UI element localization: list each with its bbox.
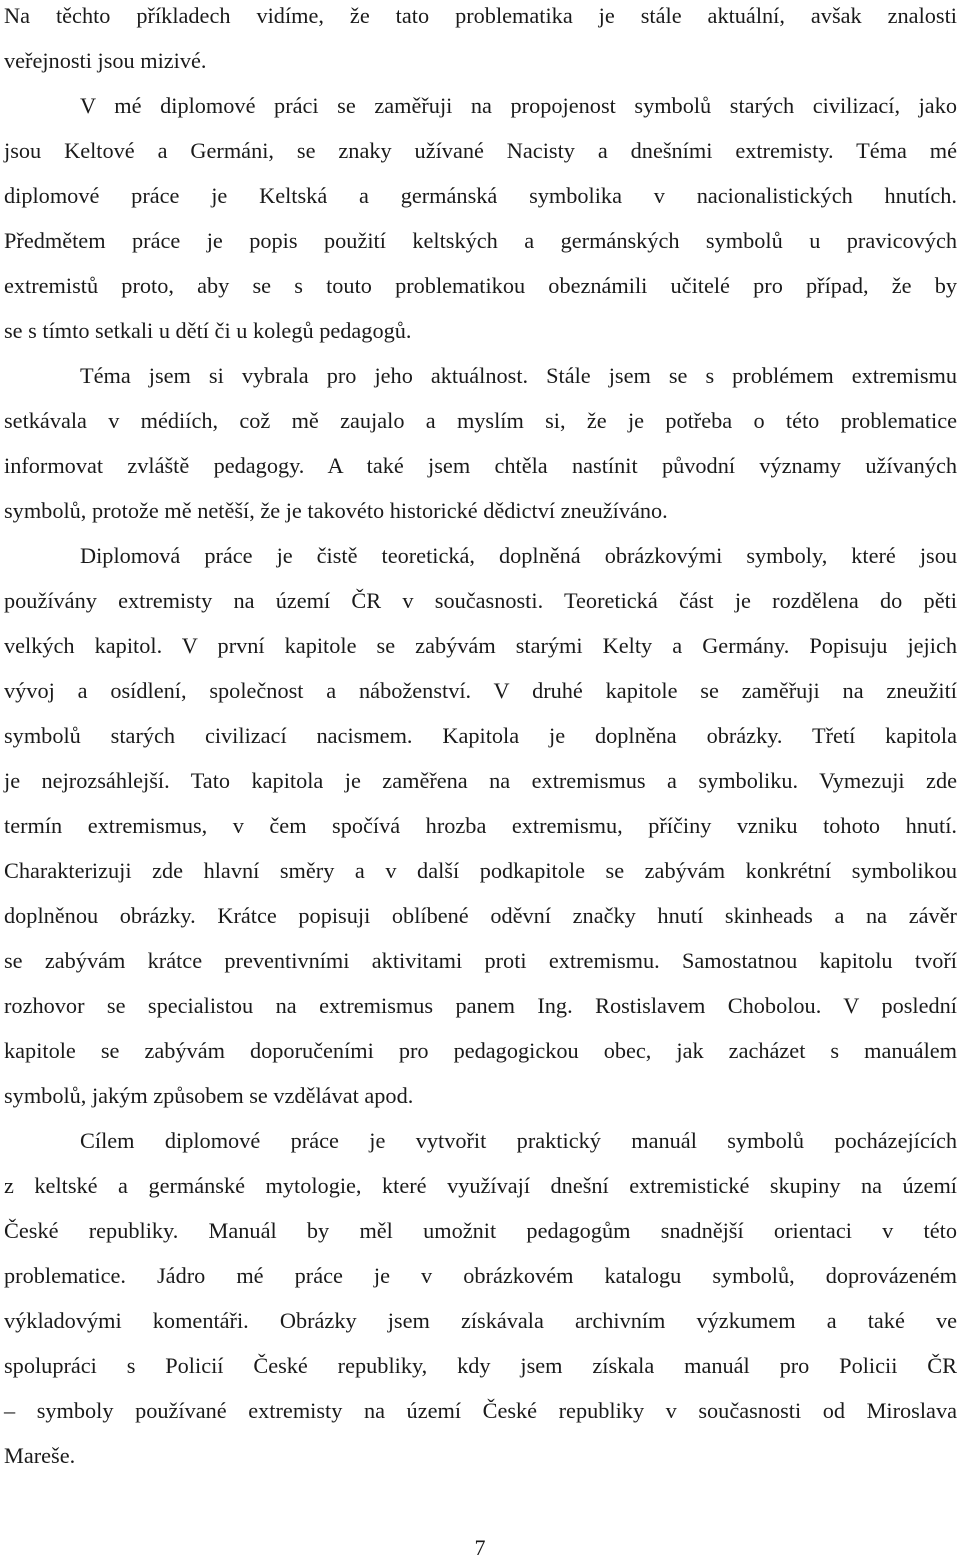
- page-number: 7: [474, 1535, 486, 1560]
- text-line: extremistů proto, aby se s touto problematikou obeznámili učitelé pro případ, že by: [4, 273, 957, 298]
- text-line: Mareše.: [4, 1443, 76, 1468]
- text-line: diplomové práce je Keltská a germánská symbolika v nacionalistických hnutích.: [4, 183, 957, 208]
- text-line: problematice. Jádro mé práce je v obrázkovém katalogu symbolů, doprovázeném: [4, 1263, 957, 1288]
- text-line: doplněnou obrázky. Krátce popisuji oblíbené oděvní značky hnutí skinheads a na závěr: [4, 903, 957, 928]
- text-line: jsou Keltové a Germáni, se znaky užívané Nacisty a dnešními extremisty. Téma mé: [4, 138, 957, 163]
- text-line: Na těchto příkladech vidíme, že tato problematika je stále aktuální, avšak znalosti: [4, 3, 957, 28]
- body-text: [4, 0, 957, 1478]
- text-line: symbolů, jakým způsobem se vzdělávat apod.: [4, 1083, 414, 1108]
- text-line: Cílem diplomové práce je vytvořit praktický manuál symbolů pocházejících: [80, 1128, 957, 1153]
- text-line: Diplomová práce je čistě teoretická, doplněná obrázkovými symboly, které jsou: [80, 543, 957, 568]
- text-line: je nejrozsáhlejší. Tato kapitola je zaměřena na extremismus a symboliku. Vymezuji zde: [4, 768, 957, 793]
- text-line: České republiky. Manuál by měl umožnit pedagogům snadnější orientaci v této: [4, 1218, 957, 1243]
- text-line: Téma jsem si vybrala pro jeho aktuálnost. Stále jsem se s problémem extremismu: [80, 363, 957, 388]
- text-line: informovat zvláště pedagogy. A také jsem chtěla nastínit původní významy užívaných: [4, 453, 957, 478]
- text-line: Předmětem práce je popis použití keltských a germánských symbolů u pravicových: [4, 228, 957, 253]
- text-line: používány extremisty na území ČR v současnosti. Teoretická část je rozdělena do pěti: [4, 588, 957, 613]
- text-line: symbolů, protože mě netěší, že je takovéto historické dědictví zneužíváno.: [4, 498, 668, 523]
- text-line: výkladovými komentáři. Obrázky jsem získávala archivním výzkumem a také ve: [4, 1308, 957, 1333]
- text-line: velkých kapitol. V první kapitole se zabývám starými Kelty a Germány. Popisuju jejich: [4, 633, 957, 658]
- text-line: setkávala v médiích, což mě zaujalo a myslím si, že je potřeba o této problematice: [4, 408, 957, 433]
- text-line: veřejnosti jsou mizivé.: [4, 48, 207, 73]
- text-line: rozhovor se specialistou na extremismus panem Ing. Rostislavem Chobolou. V poslední: [4, 993, 957, 1018]
- text-line: symbolů starých civilizací nacismem. Kapitola je doplněna obrázky. Třetí kapitola: [4, 723, 957, 748]
- text-line: z keltské a germánské mytologie, které využívají dnešní extremistické skupiny na území: [4, 1173, 957, 1198]
- text-line: Charakterizuji zde hlavní směry a v další podkapitole se zabývám konkrétní symbolikou: [4, 858, 957, 883]
- text-line: se zabývám krátce preventivními aktivitami proti extremismu. Samostatnou kapitolu tvoří: [4, 948, 957, 973]
- text-line: spolupráci s Policií České republiky, kdy jsem získala manuál pro Policii ČR: [4, 1353, 957, 1378]
- text-line: – symboly používané extremisty na území České republiky v současnosti od Miroslava: [4, 1398, 957, 1423]
- text-line: kapitole se zabývám doporučeními pro pedagogickou obec, jak zacházet s manuálem: [4, 1038, 957, 1063]
- text-line: V mé diplomové práci se zaměřuji na propojenost symbolů starých civilizací, jako: [80, 93, 957, 118]
- text-line: vývoj a osídlení, společnost a náboženství. V druhé kapitole se zaměřuji na zneužití: [4, 678, 957, 703]
- text-line: se s tímto setkali u dětí či u kolegů pedagogů.: [4, 318, 412, 343]
- text-line: termín extremismus, v čem spočívá hrozba extremismu, příčiny vzniku tohoto hnutí.: [4, 813, 957, 838]
